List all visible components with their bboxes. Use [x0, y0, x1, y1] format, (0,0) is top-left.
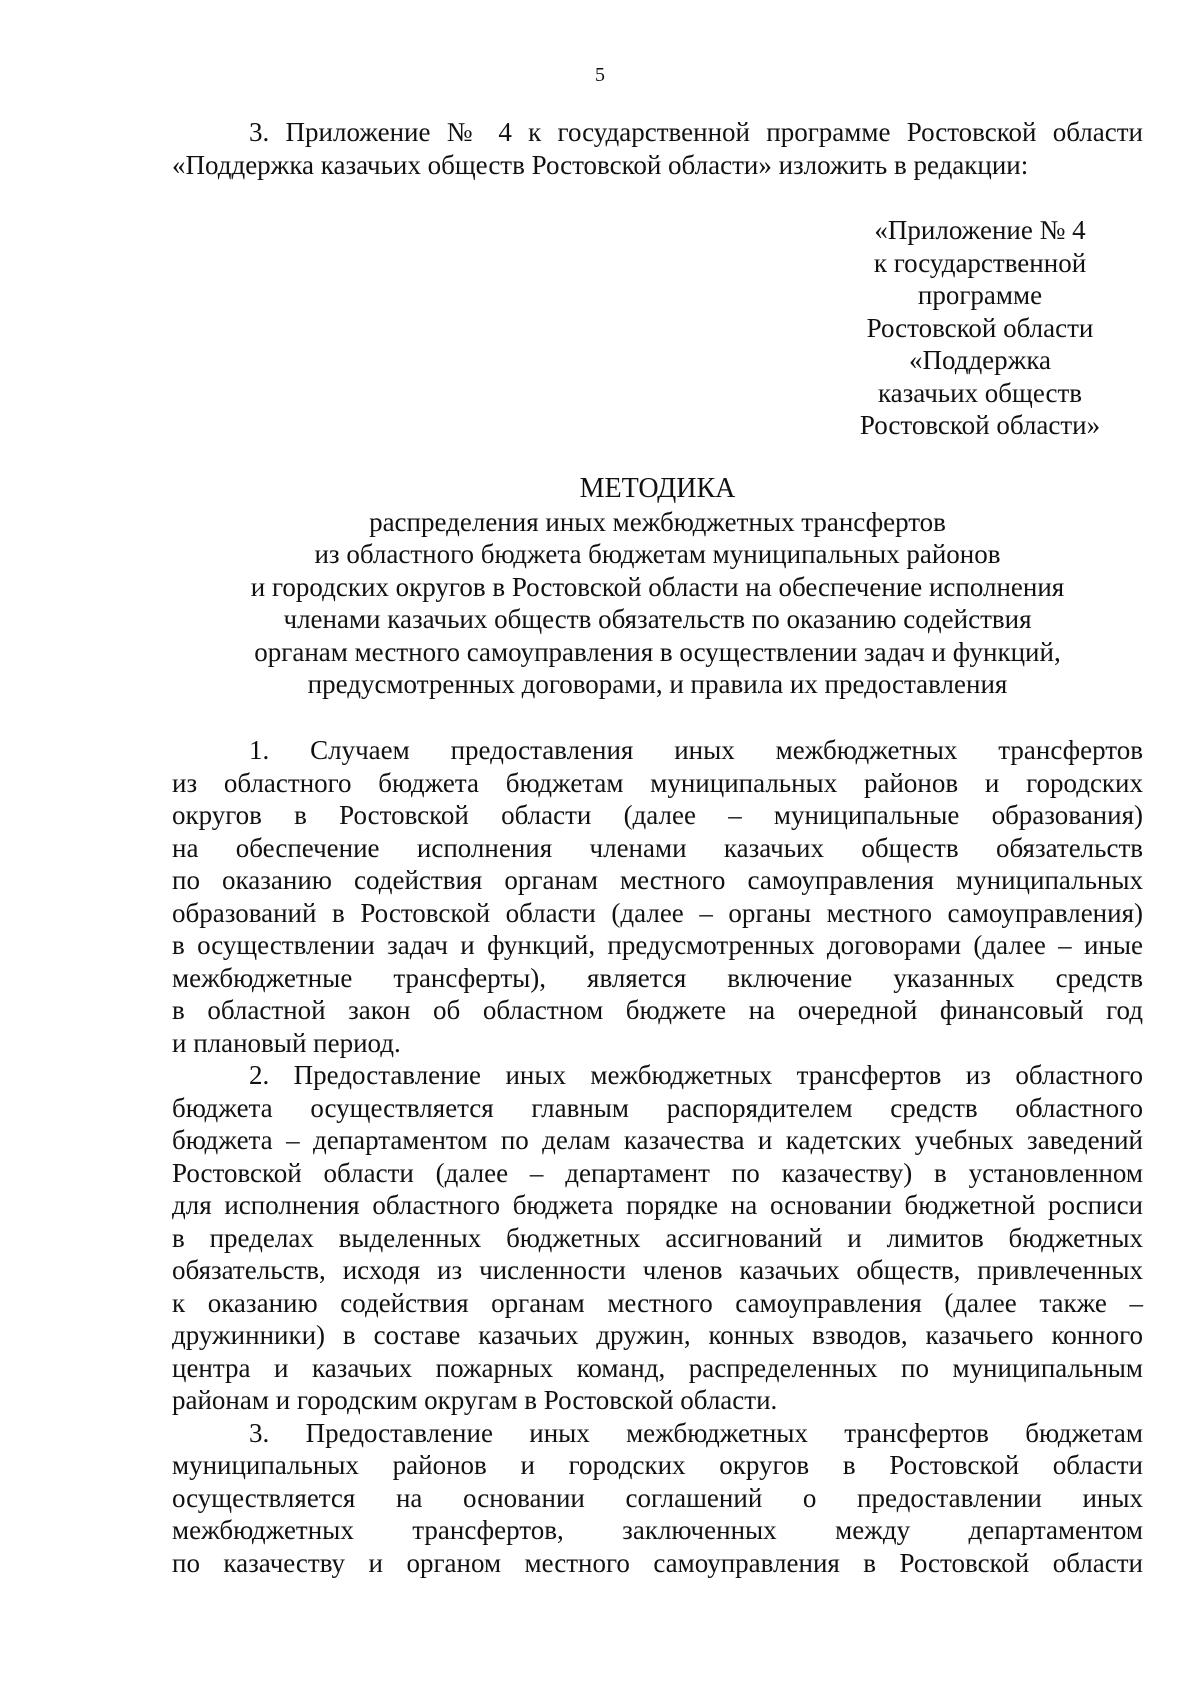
appendix-line: Ростовской области»: [859, 410, 1101, 440]
title-heading: МЕТОДИКА: [579, 473, 736, 504]
text-line: для исполнения областного бюджета порядке на основании бюджетной росписи: [172, 1190, 1143, 1220]
text-line: бюджета – департаментом по делам казачества и кадетских учебных заведений: [172, 1125, 1143, 1155]
text-line: 2. Предоставление иных межбюджетных трансфертов из областного: [249, 1060, 1143, 1090]
title-line: распределения иных межбюджетных трансфертов: [369, 506, 946, 537]
text-line: по казачеству и органом местного самоуправления в Ростовской области: [172, 1547, 1143, 1578]
text-line: муниципальных районов и городских округов в Ростовской области: [172, 1450, 1143, 1480]
appendix-header: [838, 214, 1122, 442]
text-line: 3. Приложение № 4 к государственной программе Ростовской области: [249, 117, 1143, 147]
text-line: бюджета осуществляется главным распорядителем средств областного: [172, 1092, 1143, 1123]
text-line: дружинники) в составе казачьих дружин, конных взводов, казачьего конного: [172, 1320, 1143, 1350]
text-line: в областной закон об областном бюджете на очередной финансовый год: [172, 995, 1143, 1025]
appendix-line: к государственной: [873, 247, 1087, 278]
title-line: членами казачьих обществ обязательств по оказанию содействия: [283, 604, 1032, 634]
title-line: органам местного самоуправления в осуществлении задач и функций,: [254, 636, 1061, 667]
document-title: [172, 473, 1143, 701]
page-number: 5: [595, 64, 605, 86]
text-line: из областного бюджета бюджетам муниципальных районов и городских: [172, 767, 1143, 798]
appendix-line: Ростовской области: [866, 312, 1094, 343]
appendix-line: «Приложение № 4: [874, 215, 1086, 245]
text-line: районам и городским округам в Ростовской области.: [172, 1385, 778, 1415]
text-line: обязательств, исходя из численности членов казачьих обществ, привлеченных: [172, 1255, 1143, 1285]
text-line: осуществляется на основании соглашений о предоставлении иных: [172, 1482, 1143, 1513]
text-line: центра и казачьих пожарных команд, распределенных по муниципальным: [172, 1352, 1143, 1383]
title-line: из областного бюджета бюджетам муниципальных районов: [314, 539, 1001, 569]
text-line: межбюджетных трансфертов, заключенных между департаментом: [172, 1515, 1143, 1545]
paragraph-1: [172, 734, 1143, 1059]
text-line: на обеспечение исполнения членами казачьих обществ обязательств: [172, 832, 1143, 863]
text-line: 3. Предоставление иных межбюджетных трансфертов бюджетам: [249, 1417, 1143, 1448]
appendix-line: «Поддержка: [908, 345, 1052, 375]
text-line: межбюджетные трансферты), является включение указанных средств: [172, 962, 1143, 993]
text-line: в пределах выделенных бюджетных ассигнований и лимитов бюджетных: [172, 1222, 1143, 1253]
intro-paragraph: [172, 116, 1143, 181]
text-line: округов в Ростовской области (далее – муниципальные образования): [172, 800, 1143, 830]
text-line: образований в Ростовской области (далее – органы местного самоуправления): [172, 897, 1143, 928]
text-line: 1. Случаем предоставления иных межбюджетных трансфертов: [249, 735, 1143, 765]
title-line: предусмотренных договорами, и правила их предоставления: [307, 669, 1008, 699]
title-line: и городских округов в Ростовской области на обеспечение исполнения: [250, 571, 1065, 602]
appendix-line: казачьих обществ: [877, 377, 1083, 408]
document-body: [172, 734, 1143, 1579]
appendix-line: программе: [917, 280, 1043, 310]
text-line: и плановый период.: [172, 1027, 401, 1058]
text-line: по оказанию содействия органам местного самоуправления муниципальных: [172, 865, 1143, 895]
text-line: к оказанию содействия органам местного самоуправления (далее также –: [172, 1287, 1143, 1318]
paragraph-2: [172, 1059, 1143, 1417]
text-line: Ростовской области (далее – департамент по казачеству) в установленном: [172, 1157, 1143, 1188]
text-line: в осуществлении задач и функций, предусмотренных договорами (далее – иные: [172, 930, 1143, 960]
text-line: «Поддержка казачьих обществ Ростовской области» изложить в редакции:: [172, 149, 1029, 180]
paragraph-3: [172, 1417, 1143, 1580]
